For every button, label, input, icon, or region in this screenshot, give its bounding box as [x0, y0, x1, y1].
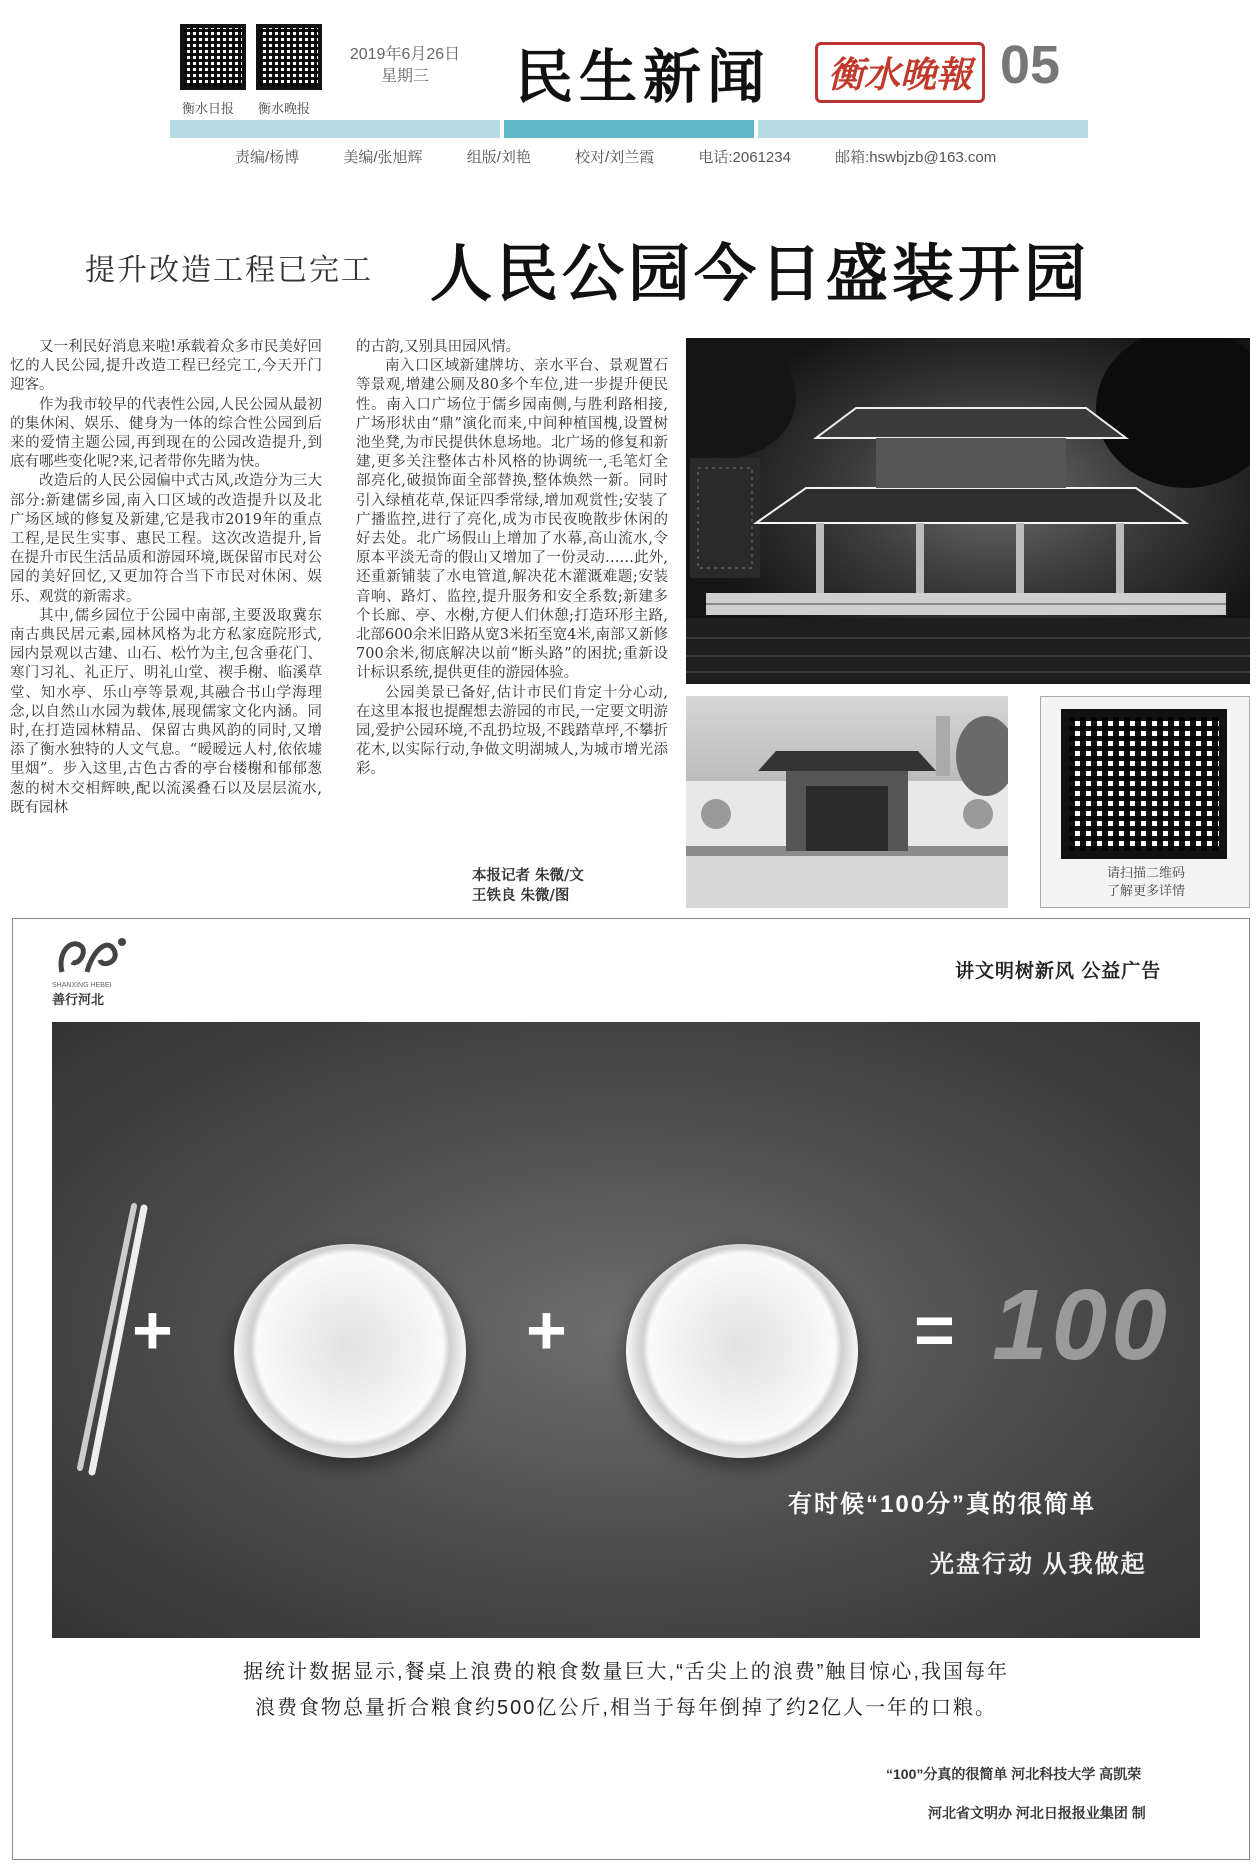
ad-body-line-1: 据统计数据显示,餐桌上浪费的粮食数量巨大,“舌尖上的浪费”触目惊心,我国每年: [243, 1661, 1009, 1683]
paragraph: 公园美景已备好,估计市民们肯定十分心动,在这里本报也提醒想去游园的市民,一定要文明游园,爱护公园环境,不乱扔垃圾,不践踏草坪,不攀折花木,以实际行动,争做文明湖城人,为城市增光添彩。: [356, 684, 668, 778]
qr-caption-line-2: 了解更多详情: [1106, 884, 1185, 899]
qr-caption: [1041, 865, 1251, 901]
paragraph: 的古韵,又别具田园风情。: [356, 339, 521, 355]
ad-credit-2: 河北省文明办 河北日报报业集团 制: [928, 1805, 1146, 1821]
qr-label-evening: 衡水晚报: [258, 101, 311, 116]
byline-writer: 本报记者 朱微/文: [472, 867, 584, 884]
equals-sign: =: [914, 1291, 955, 1369]
article-column-1: [10, 338, 322, 818]
credit-designer: 美编/张旭辉: [343, 149, 423, 166]
issue-date: 2019年6月26日: [349, 46, 461, 63]
section-title: 民生新闻: [515, 43, 772, 111]
paragraph: 其中,儒乡园位于公园中南部,主要汲取冀东南古典民居元素,园林风格为北方私家庭院形式,园内景观以古建、山石、松竹为主,包含垂花门、寒门习礼、礼正厅、明礼山堂、禊手榭、临溪草堂、知水亭、乐山亭等景观,其融合书山学海理念,以自然山水园为载体,展现儒家文化内涵。同时,在打造园林精品、保留古典风韵的同时,又增添了衡水独特的人文气息。“暧暧远人村,依依墟里烟”。步入这里,古色古香的亭台楼榭和郁郁葱葱的树木交相辉映,配以流溪叠石以及层层流水,既有园林: [10, 607, 322, 816]
qr-caption-line-1: 请扫描二维码: [1106, 866, 1185, 881]
ad-tagline: 讲文明树新风 公益广告: [955, 961, 1162, 982]
article-qr-box: [1040, 696, 1250, 908]
article-column-2: [356, 338, 668, 780]
photo-garden-gate: [686, 696, 1008, 908]
ad-slogan-1: 有时候“100分”真的很简单: [788, 1491, 1097, 1518]
ad-image-panel: [52, 1022, 1200, 1638]
header-bar-right: [758, 120, 1088, 138]
paragraph: 南入口区域新建牌坊、亲水平台、景观置石等景观,增建公厕及80多个车位,进一步提升便民性。南入口广场位于儒乡园南侧,与胜利路相接,广场形状由“鼎”演化而来,中间种植国槐,设置树池坐凳,为市民提供休息场地。北广场的修复和新建,更多关注整体古朴风格的协调统一,毛笔灯全部亮化,破损饰面全部替换,整体焕然一新。同时引入绿植花草,保证四季常绿,增加观赏性;安装了广播监控,进行了亮化,成为市民夜晚散步休闲的好去处。北广场假山上增加了水幕,高山流水,令原本平淡无奇的假山又增加了一份灵动……此外,还重新铺装了水电管道,解决花木灌溉难题;安装音响、路灯、监控,提升服务和安全系数;新建多个长廊、亭、水榭,方便人们休憩;打造环形主路,北部600余米旧路从宽3米拓至宽4米,南部又新修700余米,彻底解决以前“断头路”的困扰;重新设计标识系统,提供更佳的游园体验。: [356, 358, 668, 682]
paragraph: 改造后的人民公园偏中式古风,改造分为三大部分:新建儒乡园,南入口区域的改造提升以及北广场区域的修复及新建,它是我市2019年的重点工程,是民生实事、惠民工程。这次改造提升,旨在提升市民生活品质和游园环境,既保留市民对公园的美好回忆,又更加符合当下市民对休闲、娱乐、观赏的新需求。: [10, 473, 322, 605]
ad-slogan-2: 光盘行动 从我做起: [930, 1551, 1147, 1578]
qr-code-hengshui-daily[interactable]: [180, 24, 246, 90]
credit-email: 邮箱:hswbjzb@163.com: [835, 149, 997, 166]
score-100: 100: [992, 1269, 1171, 1381]
credit-editor: 责编/杨博: [235, 149, 300, 166]
ad-logo-subtext: SHANXING HEBEI: [52, 982, 112, 989]
page-number: 05: [1000, 35, 1061, 95]
ad-credit-1: “100”分真的很简单 河北科技大学 高凯荣: [886, 1766, 1142, 1782]
article-qr-code[interactable]: [1061, 709, 1227, 859]
plate-2-icon: [626, 1244, 858, 1458]
header-bar-mid: [504, 120, 754, 138]
ad-body-line-2: 浪费食物总量折合粮食约500亿公斤,相当于每年倒掉了约2亿人一年的口粮。: [254, 1697, 998, 1719]
article-headline: 人民公园今日盛装开园: [430, 237, 1091, 310]
shanxing-hebei-logo-icon: [52, 932, 132, 978]
article-byline: [472, 866, 584, 906]
credit-layout: 组版/刘艳: [466, 149, 531, 166]
newspaper-logo: 衡水晚報: [815, 42, 985, 103]
plus-sign-2: +: [526, 1291, 567, 1369]
ad-logo-text: 善行河北: [52, 992, 105, 1007]
credit-proof: 校对/刘兰霞: [575, 149, 655, 166]
issue-weekday: 星期三: [380, 68, 429, 85]
ad-body-text: [52, 1654, 1200, 1726]
article-kicker: 提升改造工程已完工: [85, 253, 373, 288]
header-bar-left: [170, 120, 500, 138]
editorial-credits: [235, 146, 1036, 167]
issue-date-block: [340, 44, 470, 88]
ad-logo: [52, 932, 152, 1012]
byline-photographer: 王铁良 朱微/图: [472, 887, 570, 904]
photo-pavilion-night: [686, 338, 1250, 684]
paragraph: 又一利民好消息来啦!承载着众多市民美好回忆的人民公园,提升改造工程已经完工,今天开门迎客。: [10, 339, 322, 394]
plate-1-icon: [234, 1244, 466, 1458]
qr-code-hengshui-evening[interactable]: [256, 24, 322, 90]
qr-label-daily: 衡水日报: [182, 101, 235, 116]
plus-sign-1: +: [132, 1291, 173, 1369]
credit-phone: 电话:2061234: [698, 149, 791, 166]
paragraph: 作为我市较早的代表性公园,人民公园从最初的集休闲、娱乐、健身为一体的综合性公园到后来的爱情主题公园,再到现在的公园改造提升,到底有哪些变化呢?来,记者带你先睹为快。: [10, 396, 322, 471]
